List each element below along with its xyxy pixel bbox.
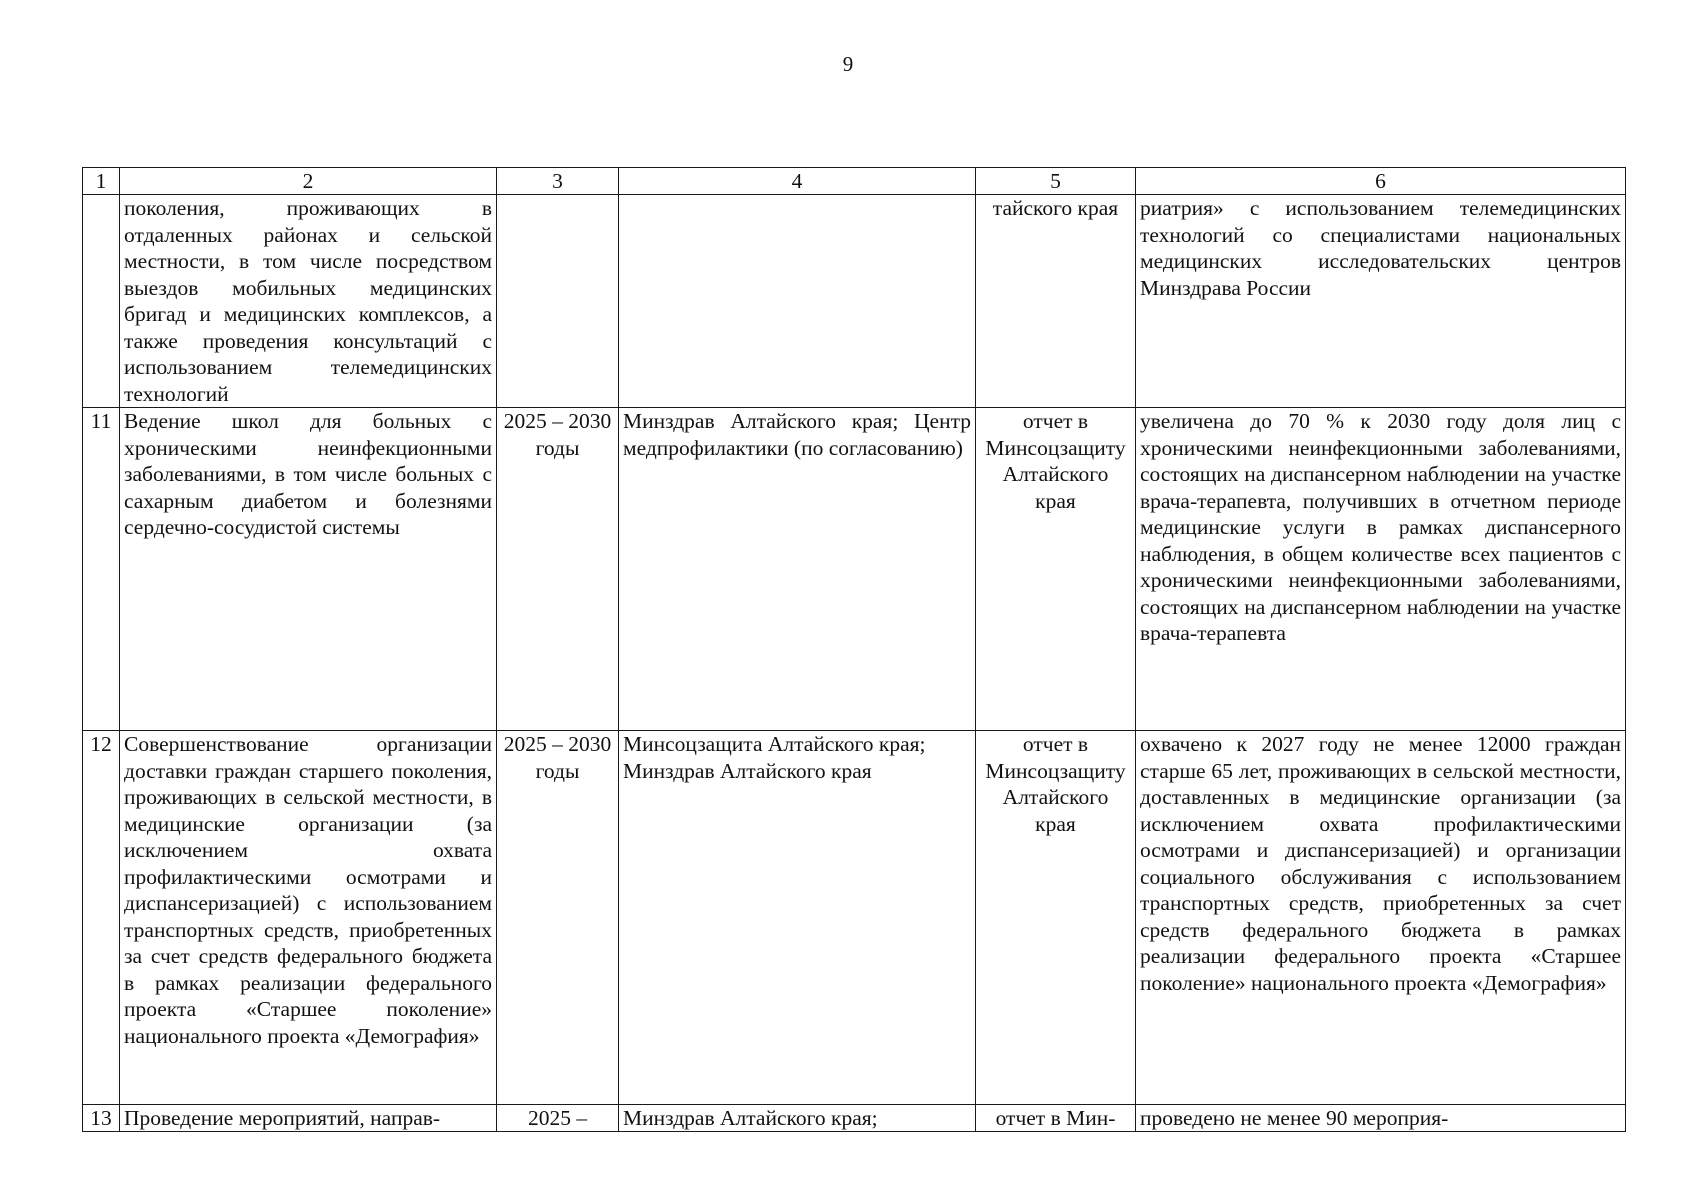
- page-number: 9: [842, 52, 854, 76]
- row-number: 13: [83, 1105, 120, 1132]
- table-header-row: [83, 168, 1626, 195]
- plan-table: [82, 167, 1626, 1132]
- column-header: 1: [83, 168, 120, 195]
- executors-cell: [619, 195, 976, 408]
- column-header: 2: [120, 168, 497, 195]
- period-cell: 2025 –: [497, 1105, 619, 1132]
- executors-cell: Минздрав Алтайского края; Центр медпрофилактики (по согласованию): [619, 408, 976, 731]
- column-header: 6: [1136, 168, 1626, 195]
- table-row: [83, 731, 1626, 1105]
- column-header: 3: [497, 168, 619, 195]
- executors-cell: Минздрав Алтайского края;: [619, 1105, 976, 1132]
- table-row: [83, 195, 1626, 408]
- reporting-cell: тайского края: [976, 195, 1136, 408]
- column-header: 5: [976, 168, 1136, 195]
- result-cell: увеличена до 70 % к 2030 году доля лиц с хроническими неинфекционными заболеваниями, состоящих на диспансерном наблюдении на участке врача-терапевта, получивших в отчетном периоде медицинские услуги в рамках диспансерного наблюдения, в общем количестве всех пациентов с хроническими неинфекционными заболеваниями, состоящих на диспансерном наблюдении на участке врача-терапевта: [1136, 408, 1626, 731]
- result-cell: охвачено к 2027 году не менее 12000 граждан старше 65 лет, проживающих в сельской местности, доставленных в медицинские организации (за исключением охвата профилактическими осмотрами и диспансеризацией) и организации социального обслуживания с использованием транспортных средств, приобретенных за счет средств федерального бюджета в рамках реализации федерального проекта «Старшее поколение» национального проекта «Демография»: [1136, 731, 1626, 1105]
- activity-cell: Проведение мероприятий, направ-: [120, 1105, 497, 1132]
- result-cell: проведено не менее 90 мероприя-: [1136, 1105, 1626, 1132]
- table-row: [83, 1105, 1626, 1132]
- result-cell: риатрия» с использованием телемедицинских технологий со специалистами национальных медицинских исследовательских центров Минздрава России: [1136, 195, 1626, 408]
- reporting-cell: отчет в Минсоцзащиту Алтайского края: [976, 731, 1136, 1105]
- period-cell: 2025 – 2030 годы: [497, 731, 619, 1105]
- executors-cell: Минсоцзащита Алтайского края; Минздрав Алтайского края: [619, 731, 976, 1105]
- period-cell: [497, 195, 619, 408]
- activity-cell: Ведение школ для больных с хроническими неинфекционными заболеваниями, в том числе больных с сахарным диабетом и болезнями сердечно-сосудистой системы: [120, 408, 497, 731]
- period-cell: 2025 – 2030 годы: [497, 408, 619, 731]
- table-row: [83, 408, 1626, 731]
- row-number: 11: [83, 408, 120, 731]
- column-header: 4: [619, 168, 976, 195]
- row-number: [83, 195, 120, 408]
- activity-cell: поколения, проживающих в отдаленных районах и сельской местности, в том числе посредством выездов мобильных медицинских бригад и медицинских комплексов, а также проведения консультаций с использованием телемедицинских технологий: [120, 195, 497, 408]
- activity-cell: Совершенствование организации доставки граждан старшего поколения, проживающих в сельской местности, в медицинские организации (за исключением охвата профилактическими осмотрами и диспансеризацией) с использованием транспортных средств, приобретенных за счет средств федерального бюджета в рамках реализации федерального проекта «Старшее поколение» национального проекта «Демография»: [120, 731, 497, 1105]
- row-number: 12: [83, 731, 120, 1105]
- reporting-cell: отчет в Мин-: [976, 1105, 1136, 1132]
- reporting-cell: отчет в Минсоцзащиту Алтайского края: [976, 408, 1136, 731]
